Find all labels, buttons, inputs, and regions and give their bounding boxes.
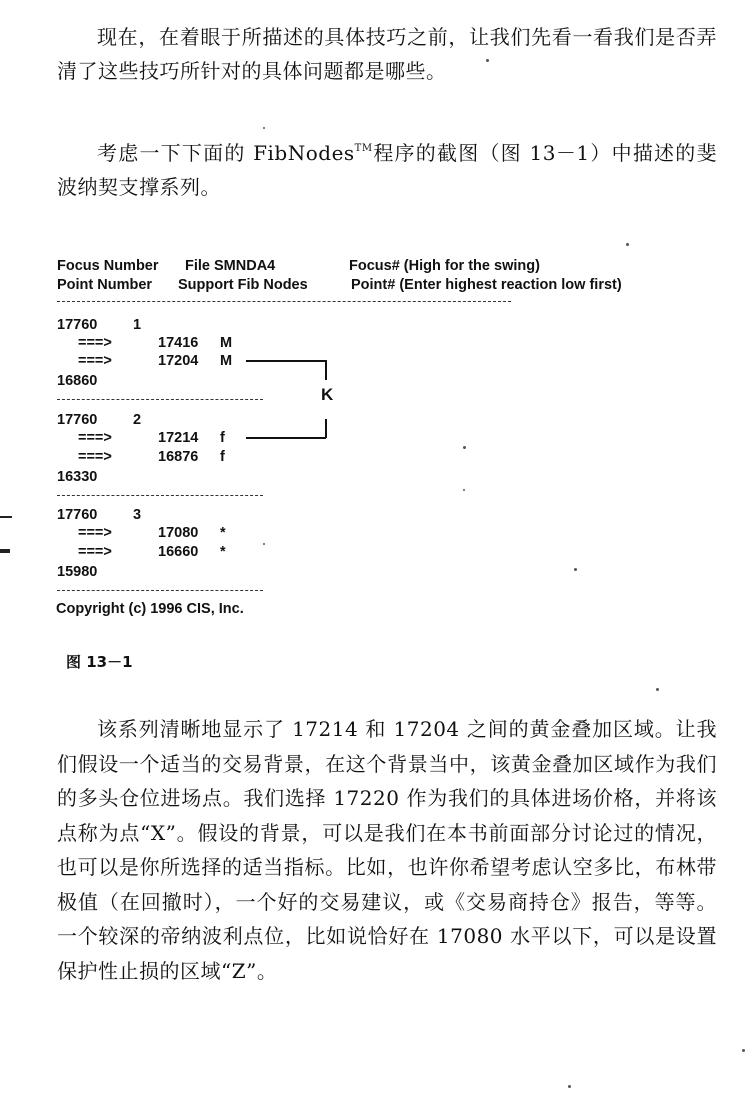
- scan-speck: [263, 543, 265, 545]
- group3-row1-value: 17080: [158, 525, 199, 541]
- bracket-top-arm: [246, 360, 326, 362]
- group2-row1-code: f: [220, 430, 225, 446]
- group1-focus: 17760: [57, 317, 98, 333]
- group2-row1-value: 17214: [158, 430, 199, 446]
- group1-row2-value: 17204: [158, 353, 199, 369]
- group1-row1-arrow: ===>: [78, 335, 112, 351]
- group3-focus: 17760: [57, 507, 98, 523]
- paragraph-figure-reference: [57, 132, 717, 204]
- divider-line: [57, 590, 263, 591]
- header-support-fib-nodes: Support Fib Nodes: [178, 277, 308, 293]
- group3-row2-value: 16660: [158, 544, 199, 560]
- scan-speck: [574, 568, 577, 571]
- group1-low: 16860: [57, 373, 98, 389]
- header-point-hash: Point# (Enter highest reaction low first): [351, 277, 622, 293]
- group3-row1-code: *: [220, 525, 226, 541]
- header-point-number: Point Number: [57, 277, 153, 293]
- group3-low: 15980: [57, 564, 98, 580]
- scan-edge-mark: [0, 516, 12, 518]
- group3-row1-arrow: ===>: [78, 525, 112, 541]
- paragraph-text-before: 考虑一下下面的 FibNodes: [97, 141, 355, 165]
- scan-speck: [626, 243, 629, 246]
- bracket-upper-leg: [325, 360, 327, 380]
- figure-caption: 图 13－1: [66, 653, 133, 671]
- trademark-mark: TM: [354, 143, 373, 154]
- scan-edge-mark: [0, 549, 10, 553]
- divider-line: [57, 301, 511, 302]
- header-file: File SMNDA4: [185, 258, 276, 274]
- scan-speck: [742, 1049, 745, 1052]
- group1-point: 1: [133, 317, 142, 333]
- divider-line: [57, 495, 263, 496]
- group2-row1-arrow: ===>: [78, 430, 112, 446]
- fibnodes-figure: [56, 256, 696, 626]
- group2-row2-arrow: ===>: [78, 449, 112, 465]
- group3-row2-code: *: [220, 544, 226, 560]
- bracket-bottom-arm: [246, 437, 326, 439]
- group3-point: 3: [133, 507, 142, 523]
- group1-row2-arrow: ===>: [78, 353, 112, 369]
- paragraph-text-after: 程序的截图（图 13－1）中描述的斐波纳契支撑系列。: [57, 141, 717, 199]
- scan-speck: [656, 688, 659, 691]
- group2-low: 16330: [57, 469, 98, 485]
- scan-speck: [568, 1085, 571, 1088]
- paragraph-intro: 现在，在着眼于所描述的具体技巧之前，让我们先看一看我们是否弄清了这些技巧所针对的具体问题都是哪些。: [57, 25, 717, 83]
- header-focus-number: Focus Number: [57, 258, 159, 274]
- scan-speck: [463, 489, 465, 491]
- paragraph-analysis: 该系列清晰地显示了 17214 和 17204 之间的黄金叠加区域。让我们假设一个适当的交易背景，在这个背景当中，该黄金叠加区域作为我们的多头仓位进场点。我们选择 17220 作为我们的具体进场价格，并将该点称为点“X”。假设的背景，可以是我们在本书前面部分讨论过的情况，也可以是你所选择的适当指标。比如，也许你希望考虑认空多比，布林带极值（在回撤时），一个好的交易建议，或《交易商持仓》报告，等等。一个较深的帝纳波利点位，比如说恰好在 17080 水平以下，可以是设置保护性止损的区域“Z”。: [57, 717, 717, 983]
- group2-point: 2: [133, 412, 142, 428]
- bracket-lower-leg: [325, 419, 327, 438]
- group3-row2-arrow: ===>: [78, 544, 112, 560]
- figure-copyright: Copyright (c) 1996 CIS, Inc.: [56, 601, 244, 617]
- bracket-label-k: K: [321, 385, 334, 404]
- group2-row2-code: f: [220, 449, 225, 465]
- group2-focus: 17760: [57, 412, 98, 428]
- group1-row2-code: M: [220, 353, 233, 369]
- header-focus-hash: Focus# (High for the swing): [349, 258, 540, 274]
- group2-row2-value: 16876: [158, 449, 199, 465]
- scan-speck: [463, 446, 466, 449]
- group1-row1-code: M: [220, 335, 233, 351]
- scan-speck: [263, 127, 265, 129]
- scan-speck: [486, 59, 489, 62]
- group1-row1-value: 17416: [158, 335, 199, 351]
- divider-line: [57, 399, 263, 400]
